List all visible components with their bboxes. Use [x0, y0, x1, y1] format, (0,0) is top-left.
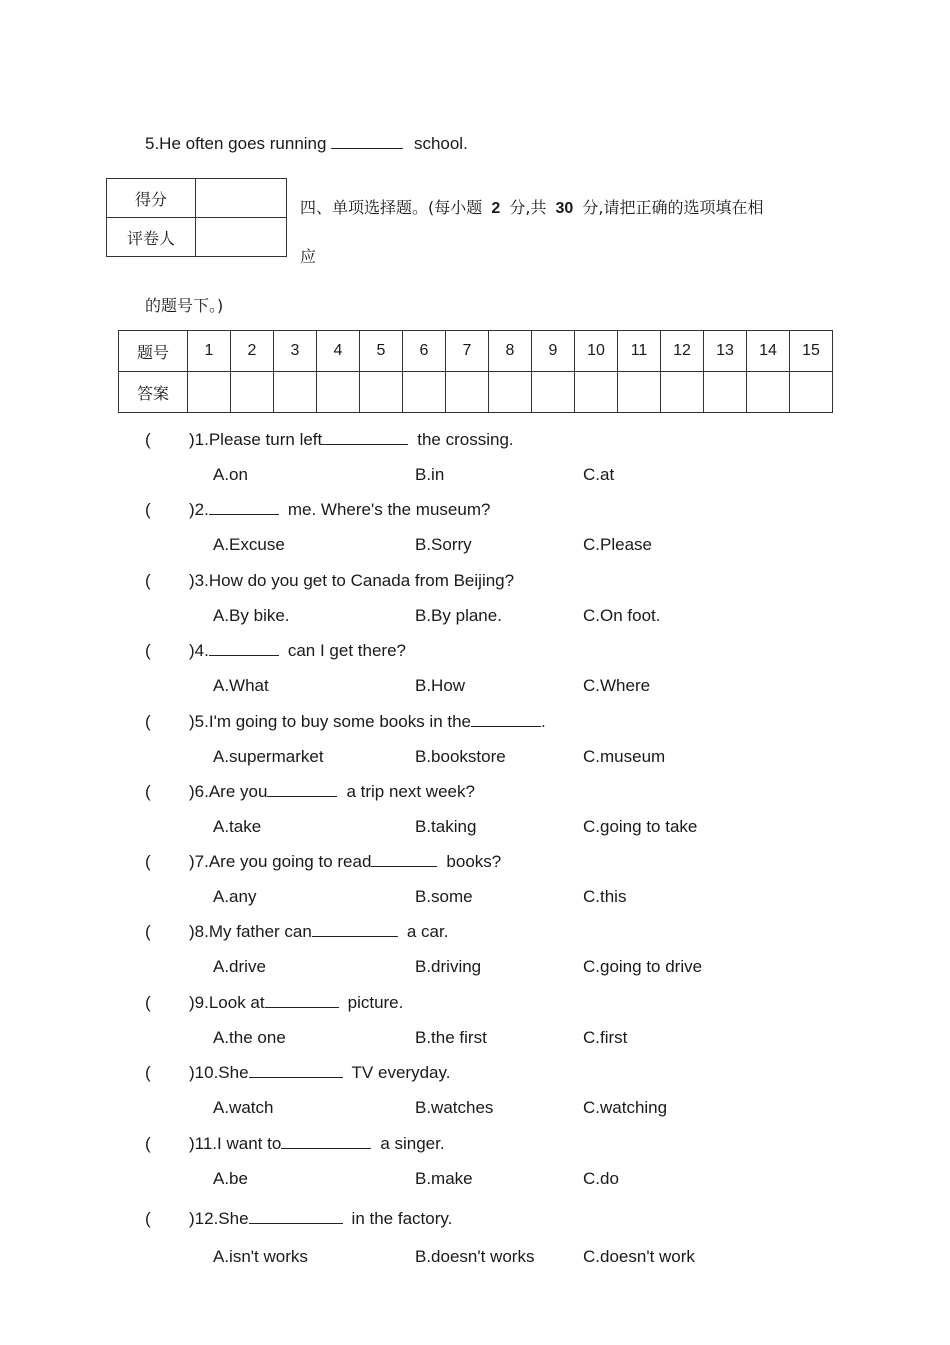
option-a[interactable]: A.What	[213, 676, 269, 695]
option-a[interactable]: A.drive	[213, 957, 266, 976]
question-item	[145, 571, 523, 591]
option-a[interactable]: A.on	[213, 465, 248, 484]
answer-paren-open[interactable]: (	[145, 1134, 151, 1153]
question-text: Are you going to read	[208, 852, 372, 871]
question-text: I'm going to buy some books in the	[208, 712, 472, 731]
answer-blank[interactable]	[281, 1134, 371, 1149]
answer-paren-open[interactable]: (	[145, 993, 151, 1012]
option-b[interactable]: B.the first	[415, 1028, 487, 1047]
question-text-end: books?	[446, 852, 502, 871]
question-number: )3.	[189, 571, 209, 590]
answer-cell[interactable]	[446, 372, 489, 413]
answer-cell[interactable]	[704, 372, 747, 413]
question-number: )6.	[189, 782, 209, 801]
question-number: )5.	[189, 712, 209, 731]
section-title	[300, 195, 764, 218]
option-a[interactable]: A.supermarket	[213, 747, 324, 766]
score-label: 得分	[107, 179, 196, 218]
prev-question-text-end: school.	[413, 134, 468, 153]
question-text: She	[218, 1209, 249, 1228]
option-c[interactable]: C.going to take	[583, 817, 698, 836]
option-a[interactable]: A.Excuse	[213, 535, 285, 554]
option-c[interactable]: C.Please	[583, 535, 652, 554]
answer-paren-open[interactable]: (	[145, 500, 151, 519]
question-number: )2.	[189, 500, 209, 519]
option-b[interactable]: B.in	[415, 465, 445, 484]
answer-cell[interactable]	[403, 372, 446, 413]
question-number: )4.	[189, 641, 209, 660]
answer-blank[interactable]	[249, 1209, 343, 1224]
answer-cell[interactable]	[747, 372, 790, 413]
question-item	[145, 712, 546, 732]
grader-cell[interactable]	[196, 218, 287, 257]
answer-cell[interactable]	[790, 372, 833, 413]
answer-paren-open[interactable]: (	[145, 430, 151, 449]
answer-blank[interactable]	[471, 712, 541, 727]
answer-blank[interactable]	[322, 430, 408, 445]
answer-blank[interactable]	[331, 134, 403, 149]
question-item	[145, 641, 406, 661]
answer-paren-open[interactable]: (	[145, 571, 151, 590]
question-text: Are you	[208, 782, 268, 801]
question-text-end: me. Where's the museum?	[287, 500, 491, 519]
answer-blank[interactable]	[267, 782, 337, 797]
question-item	[145, 922, 448, 942]
option-b[interactable]: B.driving	[415, 957, 482, 976]
section-title-line2: 应	[300, 247, 317, 266]
answer-cell[interactable]	[317, 372, 360, 413]
option-c[interactable]: C.museum	[583, 747, 666, 766]
answer-paren-open[interactable]: (	[145, 1209, 151, 1228]
option-c[interactable]: C.first	[583, 1028, 628, 1047]
question-number-cell: 4	[317, 331, 360, 372]
answer-table-number-row	[119, 331, 833, 372]
option-a[interactable]: A.be	[213, 1169, 248, 1188]
answer-paren-open[interactable]: (	[145, 1063, 151, 1082]
question-number: )7.	[189, 852, 209, 871]
option-c[interactable]: C.do	[583, 1169, 619, 1188]
question-number: )12.	[189, 1209, 219, 1228]
option-a[interactable]: A.By bike.	[213, 606, 290, 625]
question-text-end: a car.	[406, 922, 449, 941]
question-text-end: .	[541, 712, 546, 731]
option-c[interactable]: C.doesn't work	[583, 1247, 695, 1266]
question-text-end: the crossing.	[417, 430, 514, 449]
option-b[interactable]: B.Sorry	[415, 535, 472, 554]
question-number-cell: 9	[532, 331, 575, 372]
option-b[interactable]: B.some	[415, 887, 473, 906]
question-number: )1.	[189, 430, 209, 449]
section-title-part: 分,请把正确的选项填在相	[582, 198, 764, 217]
answer-cell[interactable]	[274, 372, 317, 413]
prev-question	[145, 134, 468, 154]
question-text-end: can I get there?	[287, 641, 406, 660]
option-c[interactable]: C.Where	[583, 676, 651, 695]
answer-row-label: 答案	[119, 372, 188, 413]
question-number-cell: 11	[618, 331, 661, 372]
option-a[interactable]: A.watch	[213, 1098, 274, 1117]
answer-paren-open[interactable]: (	[145, 641, 151, 660]
answer-blank[interactable]	[265, 993, 339, 1008]
question-item	[145, 430, 514, 450]
question-text-end: in the factory.	[351, 1209, 453, 1228]
question-item	[145, 782, 475, 802]
answer-cell[interactable]	[231, 372, 274, 413]
answer-table-answer-row	[119, 372, 833, 413]
question-text: I want to	[217, 1134, 282, 1153]
option-c[interactable]: C.watching	[583, 1098, 668, 1117]
question-text-end: picture.	[347, 993, 404, 1012]
number-row-label: 题号	[119, 331, 188, 372]
option-a[interactable]: A.take	[213, 817, 262, 836]
question-item	[145, 1209, 452, 1229]
question-item	[145, 1134, 445, 1154]
question-number-cell: 14	[747, 331, 790, 372]
option-b[interactable]: B.taking	[415, 817, 477, 836]
question-item	[145, 993, 403, 1013]
answer-paren-open[interactable]: (	[145, 712, 151, 731]
option-b[interactable]: B.doesn't works	[415, 1247, 535, 1266]
answer-paren-open[interactable]: (	[145, 782, 151, 801]
answer-paren-open[interactable]: (	[145, 922, 151, 941]
question-number-cell: 6	[403, 331, 446, 372]
section-points: 2	[491, 200, 501, 217]
option-c[interactable]: C.On foot.	[583, 606, 661, 625]
question-text-end: a singer.	[380, 1134, 445, 1153]
question-number-cell: 13	[704, 331, 747, 372]
answer-cell[interactable]	[575, 372, 618, 413]
question-number: )8.	[189, 922, 209, 941]
answer-cell[interactable]	[661, 372, 704, 413]
option-c[interactable]: C.going to drive	[583, 957, 703, 976]
option-b[interactable]: B.watches	[415, 1098, 494, 1117]
question-text: My father can	[208, 922, 312, 941]
question-text: She	[218, 1063, 249, 1082]
question-number: )11.	[189, 1134, 218, 1153]
question-number-cell: 1	[188, 331, 231, 372]
answer-blank[interactable]	[249, 1063, 343, 1078]
question-number: )9.	[189, 993, 209, 1012]
question-number-cell: 8	[489, 331, 532, 372]
answer-cell[interactable]	[618, 372, 661, 413]
question-text-end: a trip next week?	[346, 782, 475, 801]
question-text-end: TV everyday.	[351, 1063, 451, 1082]
section-title-part: 分,共	[509, 198, 547, 217]
section-title-line3: 的题号下。)	[145, 296, 224, 315]
score-cell[interactable]	[196, 179, 287, 218]
option-a[interactable]: A.any	[213, 887, 257, 906]
answer-cell[interactable]	[188, 372, 231, 413]
section-total: 30	[555, 200, 574, 217]
option-b[interactable]: B.make	[415, 1169, 473, 1188]
answer-blank[interactable]	[371, 852, 437, 867]
answer-table	[118, 330, 833, 413]
score-box	[106, 178, 287, 257]
answer-cell[interactable]	[489, 372, 532, 413]
option-b[interactable]: B.bookstore	[415, 747, 506, 766]
question-number-cell: 3	[274, 331, 317, 372]
option-a[interactable]: A.isn't works	[213, 1247, 308, 1266]
answer-blank[interactable]	[209, 641, 279, 656]
option-b[interactable]: B.How	[415, 676, 466, 695]
question-text: How do you get to Canada from Beijing?	[208, 571, 515, 590]
question-number-cell: 7	[446, 331, 489, 372]
answer-cell[interactable]	[532, 372, 575, 413]
question-number-cell: 5	[360, 331, 403, 372]
question-item	[145, 1063, 450, 1083]
option-c[interactable]: C.this	[583, 887, 627, 906]
grader-label: 评卷人	[107, 218, 196, 257]
answer-paren-open[interactable]: (	[145, 852, 151, 871]
answer-cell[interactable]	[360, 372, 403, 413]
question-text: Please turn left	[208, 430, 323, 449]
question-item	[145, 500, 490, 520]
answer-blank[interactable]	[312, 922, 398, 937]
section-title-part: 四、单项选择题。(每小题	[300, 198, 483, 217]
prev-question-text: 5.He often goes running	[145, 134, 327, 153]
option-c[interactable]: C.at	[583, 465, 615, 484]
question-number-cell: 15	[790, 331, 833, 372]
question-number: )10.	[189, 1063, 219, 1082]
option-b[interactable]: B.By plane.	[415, 606, 502, 625]
question-number-cell: 2	[231, 331, 274, 372]
option-a[interactable]: A.the one	[213, 1028, 286, 1047]
question-text: Look at	[208, 993, 265, 1012]
question-number-cell: 10	[575, 331, 618, 372]
answer-blank[interactable]	[209, 500, 279, 515]
question-number-cell: 12	[661, 331, 704, 372]
question-item	[145, 852, 501, 872]
